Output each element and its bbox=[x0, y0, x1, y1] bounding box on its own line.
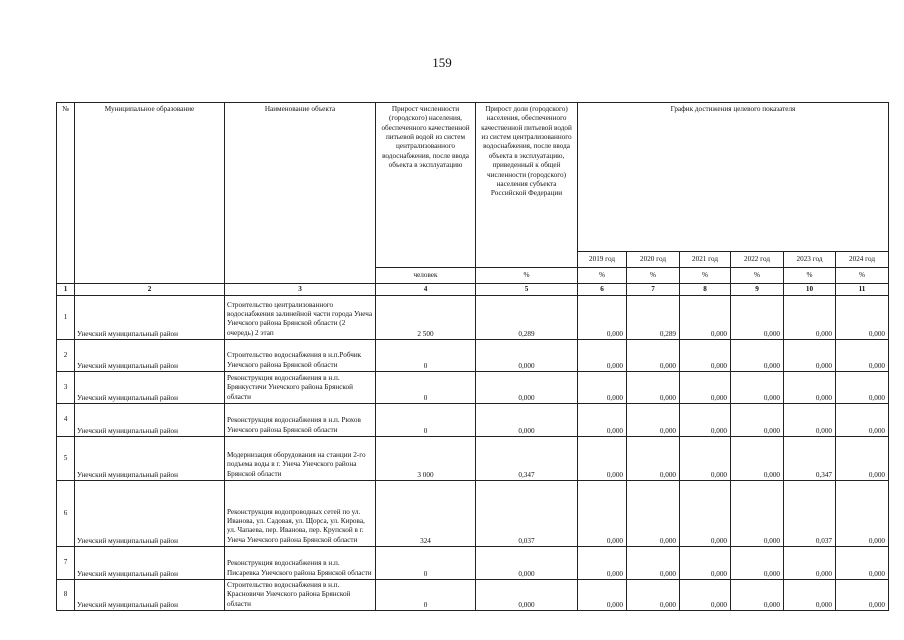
population-share-cell: 0,000 bbox=[476, 547, 578, 580]
population-growth-cell: 0 bbox=[376, 372, 476, 404]
population-growth-cell: 3 000 bbox=[376, 437, 476, 481]
row-number: 7 bbox=[57, 547, 75, 580]
year-value-cell: 0,000 bbox=[578, 372, 627, 404]
municipality-cell: Унечский муниципальный район bbox=[75, 296, 225, 340]
column-number: 10 bbox=[784, 284, 836, 296]
unit-year-2022: % bbox=[731, 268, 784, 284]
unit-year-2024: % bbox=[836, 268, 889, 284]
row-number: 6 bbox=[57, 481, 75, 547]
header-schedule: График достижения целевого показателя bbox=[578, 103, 889, 252]
municipality-cell: Унечский муниципальный район bbox=[75, 372, 225, 404]
year-value-cell: 0,000 bbox=[836, 372, 889, 404]
year-value-cell: 0,000 bbox=[836, 580, 889, 611]
year-value-cell: 0,000 bbox=[731, 372, 784, 404]
year-value-cell: 0,000 bbox=[627, 580, 680, 611]
table-row bbox=[57, 372, 889, 404]
municipality-cell: Унечский муниципальный район bbox=[75, 340, 225, 372]
municipality-cell: Унечский муниципальный район bbox=[75, 580, 225, 611]
population-share-cell: 0,289 bbox=[476, 296, 578, 340]
row-number: 2 bbox=[57, 340, 75, 372]
header-year-2024: 2024 год bbox=[836, 252, 889, 268]
year-value-cell: 0,000 bbox=[680, 296, 731, 340]
population-share-cell: 0,000 bbox=[476, 340, 578, 372]
year-value-cell: 0,000 bbox=[836, 404, 889, 437]
year-value-cell: 0,000 bbox=[731, 580, 784, 611]
year-value-cell: 0,000 bbox=[680, 580, 731, 611]
year-value-cell: 0,000 bbox=[627, 481, 680, 547]
column-number: 8 bbox=[680, 284, 731, 296]
unit-year-2020: % bbox=[627, 268, 680, 284]
object-name-cell: Строительство централизованного водоснабжения залинейной части города Унеча Унечского района Брянской области (2 очередь) 2 этап bbox=[225, 296, 376, 340]
object-name-cell: Реконструкция водоснабжения в н.п. Рюхов Унечского района Брянской области bbox=[225, 404, 376, 437]
year-value-cell: 0,037 bbox=[784, 481, 836, 547]
table-row bbox=[57, 296, 889, 340]
year-value-cell: 0,000 bbox=[836, 481, 889, 547]
header-year-2022: 2022 год bbox=[731, 252, 784, 268]
year-value-cell: 0,000 bbox=[836, 340, 889, 372]
table-row bbox=[57, 340, 889, 372]
year-value-cell: 0,000 bbox=[784, 404, 836, 437]
year-value-cell: 0,000 bbox=[731, 481, 784, 547]
object-name-cell: Реконструкция водоснабжения в н.п. Брянкустичи Унечского района Брянской области bbox=[225, 372, 376, 404]
year-value-cell: 0,347 bbox=[784, 437, 836, 481]
header-object: Наименование объекта bbox=[225, 103, 376, 284]
year-value-cell: 0,000 bbox=[731, 547, 784, 580]
year-value-cell: 0,000 bbox=[680, 372, 731, 404]
table-row bbox=[57, 404, 889, 437]
municipality-cell: Унечский муниципальный район bbox=[75, 547, 225, 580]
year-value-cell: 0,000 bbox=[578, 404, 627, 437]
year-value-cell: 0,000 bbox=[836, 437, 889, 481]
year-value-cell: 0,000 bbox=[627, 547, 680, 580]
column-number: 9 bbox=[731, 284, 784, 296]
table-row bbox=[57, 580, 889, 611]
year-value-cell: 0,000 bbox=[578, 437, 627, 481]
year-value-cell: 0,000 bbox=[731, 437, 784, 481]
year-value-cell: 0,000 bbox=[578, 481, 627, 547]
header-population-growth: Прирост численности (городского) населения, обеспеченного качественной питьевой водой из систем централизованного водоснабжения, после ввода объекта в эксплуатацию bbox=[376, 103, 476, 268]
header-municipality: Муниципальное образование bbox=[75, 103, 225, 284]
unit-year-2019: % bbox=[578, 268, 627, 284]
population-growth-cell: 324 bbox=[376, 481, 476, 547]
object-name-cell: Строительство водоснабжения в н.п. Красновичи Унечского района Брянской области bbox=[225, 580, 376, 611]
municipality-cell: Унечский муниципальный район bbox=[75, 437, 225, 481]
year-value-cell: 0,000 bbox=[836, 296, 889, 340]
row-number: 8 bbox=[57, 580, 75, 611]
year-value-cell: 0,000 bbox=[680, 547, 731, 580]
year-value-cell: 0,000 bbox=[578, 340, 627, 372]
row-number: 4 bbox=[57, 404, 75, 437]
population-share-cell: 0,037 bbox=[476, 481, 578, 547]
year-value-cell: 0,289 bbox=[627, 296, 680, 340]
year-value-cell: 0,000 bbox=[578, 547, 627, 580]
header-year-2023: 2023 год bbox=[784, 252, 836, 268]
header-year-2021: 2021 год bbox=[680, 252, 731, 268]
population-share-cell: 0,000 bbox=[476, 404, 578, 437]
row-number: 3 bbox=[57, 372, 75, 404]
population-share-cell: 0,000 bbox=[476, 580, 578, 611]
unit-year-2021: % bbox=[680, 268, 731, 284]
table-row bbox=[57, 437, 889, 481]
column-number: 3 bbox=[225, 284, 376, 296]
population-growth-cell: 2 500 bbox=[376, 296, 476, 340]
year-value-cell: 0,000 bbox=[784, 340, 836, 372]
object-name-cell: Реконструкция водопроводных сетей по ул. Иванова, ул. Садовая, ул. Щорса, ул. Кирова, ул. Чапаева, пер. Иванова, пер. Крупской в г. Унеча Унечского района Брянской области bbox=[225, 481, 376, 547]
year-value-cell: 0,000 bbox=[680, 404, 731, 437]
target-indicator-table bbox=[56, 102, 889, 611]
year-value-cell: 0,000 bbox=[680, 437, 731, 481]
unit-people: человек bbox=[376, 268, 476, 284]
column-number: 2 bbox=[75, 284, 225, 296]
header-population-share: Прирост доли (городского) населения, обеспеченного качественной питьевой водой из систем централизованного водоснабжения, после ввода объекта в эксплуатацию, приведенный к общей численности (городского) населения субъекта Российской Федерации bbox=[476, 103, 578, 268]
municipality-cell: Унечский муниципальный район bbox=[75, 404, 225, 437]
year-value-cell: 0,000 bbox=[784, 296, 836, 340]
year-value-cell: 0,000 bbox=[784, 547, 836, 580]
page-number: 159 bbox=[432, 55, 452, 70]
municipality-cell: Унечский муниципальный район bbox=[75, 481, 225, 547]
column-number: 1 bbox=[57, 284, 75, 296]
header-row-main bbox=[57, 103, 889, 252]
year-value-cell: 0,000 bbox=[627, 437, 680, 481]
row-number: 1 bbox=[57, 296, 75, 340]
unit-share: % bbox=[476, 268, 578, 284]
object-name-cell: Модернизация оборудования на станции 2-го подъема воды в г. Унеча Унечского района Брянской области bbox=[225, 437, 376, 481]
header-year-2019: 2019 год bbox=[578, 252, 627, 268]
year-value-cell: 0,000 bbox=[731, 340, 784, 372]
row-number: 5 bbox=[57, 437, 75, 481]
header-no: № bbox=[57, 103, 75, 284]
year-value-cell: 0,000 bbox=[627, 372, 680, 404]
year-value-cell: 0,000 bbox=[680, 481, 731, 547]
year-value-cell: 0,000 bbox=[784, 372, 836, 404]
year-value-cell: 0,000 bbox=[627, 404, 680, 437]
column-number: 11 bbox=[836, 284, 889, 296]
header-year-2020: 2020 год bbox=[627, 252, 680, 268]
object-name-cell: Реконструкция водоснабжения в н.п. Писаревка Унечского района Брянской области bbox=[225, 547, 376, 580]
population-growth-cell: 0 bbox=[376, 340, 476, 372]
column-number: 7 bbox=[627, 284, 680, 296]
column-number-row bbox=[57, 284, 889, 296]
column-number: 6 bbox=[578, 284, 627, 296]
year-value-cell: 0,000 bbox=[731, 404, 784, 437]
year-value-cell: 0,000 bbox=[784, 580, 836, 611]
year-value-cell: 0,000 bbox=[578, 580, 627, 611]
year-value-cell: 0,000 bbox=[836, 547, 889, 580]
year-value-cell: 0,000 bbox=[578, 296, 627, 340]
table-row bbox=[57, 481, 889, 547]
population-share-cell: 0,000 bbox=[476, 372, 578, 404]
population-growth-cell: 0 bbox=[376, 547, 476, 580]
object-name-cell: Строительство водоснабжения в н.п.Робчик Унечского района Брянской области bbox=[225, 340, 376, 372]
year-value-cell: 0,000 bbox=[627, 340, 680, 372]
year-value-cell: 0,000 bbox=[680, 340, 731, 372]
population-growth-cell: 0 bbox=[376, 580, 476, 611]
year-value-cell: 0,000 bbox=[731, 296, 784, 340]
population-share-cell: 0,347 bbox=[476, 437, 578, 481]
column-number: 5 bbox=[476, 284, 578, 296]
table-row bbox=[57, 547, 889, 580]
population-growth-cell: 0 bbox=[376, 404, 476, 437]
unit-year-2023: % bbox=[784, 268, 836, 284]
column-number: 4 bbox=[376, 284, 476, 296]
